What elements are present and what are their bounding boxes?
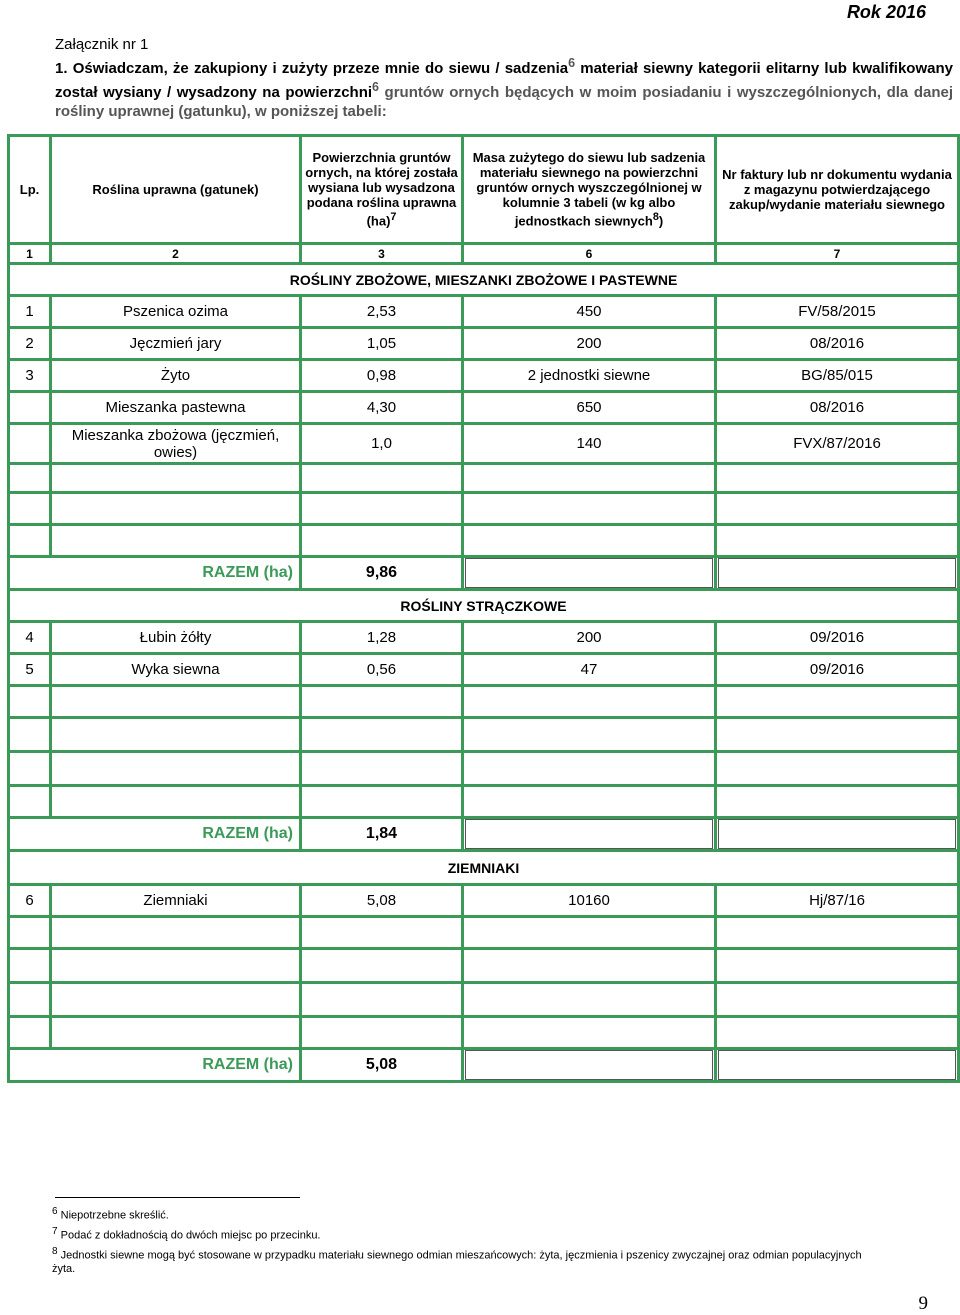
shaded-cell [463, 1049, 716, 1082]
footnote-text: Jednostki siewne mogą być stosowane w przypadku materiału siewnego odmian mieszańcowych: żyta, jęczmienia i pszenicy zwyczajnej oraz odmian populacyjnych żyta. [52, 1249, 862, 1275]
footnote-ref: 7 [390, 211, 397, 224]
total-potatoes: 5,08 [301, 1049, 463, 1082]
footnote-divider [55, 1197, 300, 1198]
cell-mass: 200 [463, 328, 716, 360]
section-title-legumes: ROŚLINY STRĄCZKOWE [9, 590, 959, 622]
cell-area: 0,98 [301, 360, 463, 392]
cell-lp: 6 [9, 885, 51, 917]
cell-mass: 10160 [463, 885, 716, 917]
header-area [301, 136, 463, 244]
cell-mass: 2 jednostki siewne [463, 360, 716, 392]
cell-area: 4,30 [301, 392, 463, 424]
cell-lp: 2 [9, 328, 51, 360]
declaration-text [55, 54, 953, 121]
cell-plant: Łubin żółty [51, 622, 301, 654]
table-row [9, 885, 959, 917]
empty-row [9, 949, 959, 983]
cell-invoice: 09/2016 [716, 654, 959, 686]
cell-area: 5,08 [301, 885, 463, 917]
col-number: 1 [9, 244, 51, 264]
section-row [9, 851, 959, 885]
section-title-potatoes: ZIEMNIAKI [9, 851, 959, 885]
declaration-part: gruntów ornych będących w moim posiadaniu i wyszczególnionych, dla danej rośliny uprawnej (gatunku), w poniższej tabeli: [55, 84, 953, 120]
header-mass-text: Masa zużytego do siewu lub sadzenia materiału siewnego na powierzchni gruntów ornych wyszczególnionej w kolumnie 3 tabeli (w kg albo jednostkach siewnych [472, 150, 706, 229]
cell-plant: Ziemniaki [51, 885, 301, 917]
footnote [52, 1245, 872, 1276]
footnote-text: Niepotrzebne skreślić. [60, 1209, 169, 1222]
cell-plant: Żyto [51, 360, 301, 392]
empty-row [9, 786, 959, 818]
cell-invoice: BG/85/015 [716, 360, 959, 392]
cell-mass: 140 [463, 424, 716, 464]
footnote [52, 1225, 872, 1243]
cell-lp: 4 [9, 622, 51, 654]
header-plant: Roślina uprawna (gatunek) [51, 136, 301, 244]
cell-invoice: FVX/87/2016 [716, 424, 959, 464]
cell-area: 1,0 [301, 424, 463, 464]
empty-row [9, 718, 959, 752]
footnote-ref: 6 [372, 80, 379, 94]
annex-title: Załącznik nr 1 [55, 36, 149, 53]
year-label: Rok 2016 [846, 2, 926, 22]
header-area-text: Powierzchnia gruntów ornych, na której została wysiana lub wysadzona podana roślina uprawna (ha) [305, 150, 458, 229]
cell-invoice: FV/58/2015 [716, 296, 959, 328]
table-row [9, 654, 959, 686]
section-title-cereals: ROŚLINY ZBOŻOWE, MIESZANKI ZBOŻOWE I PASTEWNE [9, 264, 959, 296]
table-row [9, 424, 959, 464]
table-row [9, 360, 959, 392]
section-row [9, 590, 959, 622]
cell-lp: 3 [9, 360, 51, 392]
footnote-ref: 6 [568, 56, 576, 70]
cell-plant: Mieszanka zbożowa (jęczmień, owies) [51, 424, 301, 464]
column-number-row [9, 244, 959, 264]
declaration-lead: 1. Oświadczam, że zakupiony i zużyty przeze mnie do siewu / sadzenia [55, 60, 569, 77]
cell-plant: Pszenica ozima [51, 296, 301, 328]
seed-material-table [7, 134, 960, 1083]
cell-invoice: Hj/87/16 [716, 885, 959, 917]
cell-plant: Mieszanka pastewna [51, 392, 301, 424]
cell-area: 1,28 [301, 622, 463, 654]
total-label: RAZEM (ha) [9, 557, 301, 590]
table-row [9, 622, 959, 654]
cell-invoice: 08/2016 [716, 328, 959, 360]
footnote-text: Podać z dokładnością do dwóch miejsc po przecinku. [60, 1229, 321, 1242]
cell-plant: Wyka siewna [51, 654, 301, 686]
header-mass-end: ) [658, 213, 664, 229]
cell-invoice: 09/2016 [716, 622, 959, 654]
shaded-cell [716, 818, 959, 851]
cell-area: 0,56 [301, 654, 463, 686]
empty-row [9, 525, 959, 557]
total-row [9, 818, 959, 851]
col-number: 3 [301, 244, 463, 264]
table-row [9, 296, 959, 328]
total-label: RAZEM (ha) [9, 1049, 301, 1082]
empty-row [9, 917, 959, 949]
cell-mass: 200 [463, 622, 716, 654]
empty-row [9, 493, 959, 525]
cell-mass: 650 [463, 392, 716, 424]
total-row [9, 557, 959, 590]
cell-mass: 47 [463, 654, 716, 686]
cell-plant: Jęczmień jary [51, 328, 301, 360]
footnote-number: 8 [52, 1246, 58, 1257]
cell-area: 2,53 [301, 296, 463, 328]
header-lp: Lp. [9, 136, 51, 244]
shaded-cell [463, 818, 716, 851]
total-row [9, 1049, 959, 1082]
cell-mass: 450 [463, 296, 716, 328]
shaded-cell [716, 1049, 959, 1082]
cell-lp: 1 [9, 296, 51, 328]
total-legumes: 1,84 [301, 818, 463, 851]
table-row [9, 328, 959, 360]
table-header-row [9, 136, 959, 244]
shaded-cell [463, 557, 716, 590]
cell-lp: 5 [9, 654, 51, 686]
header-mass [463, 136, 716, 244]
table-row [9, 392, 959, 424]
shaded-cell [716, 557, 959, 590]
cell-area: 1,05 [301, 328, 463, 360]
page-number: 9 [918, 1293, 928, 1314]
cell-invoice: 08/2016 [716, 392, 959, 424]
header-invoice: Nr faktury lub nr dokumentu wydania z magazynu potwierdzającego zakup/wydanie materiału siewnego [716, 136, 959, 244]
footnote-ref: 8 [652, 211, 659, 224]
empty-row [9, 983, 959, 1017]
col-number: 7 [716, 244, 959, 264]
footnote [52, 1205, 872, 1223]
total-cereals: 9,86 [301, 557, 463, 590]
empty-row [9, 752, 959, 786]
empty-row [9, 1017, 959, 1049]
total-label: RAZEM (ha) [9, 818, 301, 851]
col-number: 2 [51, 244, 301, 264]
footnote-number: 7 [52, 1226, 58, 1237]
cell-lp [9, 392, 51, 424]
footnote-number: 6 [52, 1206, 58, 1217]
empty-row [9, 686, 959, 718]
cell-lp [9, 424, 51, 464]
col-number: 6 [463, 244, 716, 264]
section-row [9, 264, 959, 296]
empty-row [9, 464, 959, 493]
declaration-part: materiał siewny kategorii elitarny lub kwalifikowany został wysiany / wysadzony na powierzchni [55, 60, 953, 101]
